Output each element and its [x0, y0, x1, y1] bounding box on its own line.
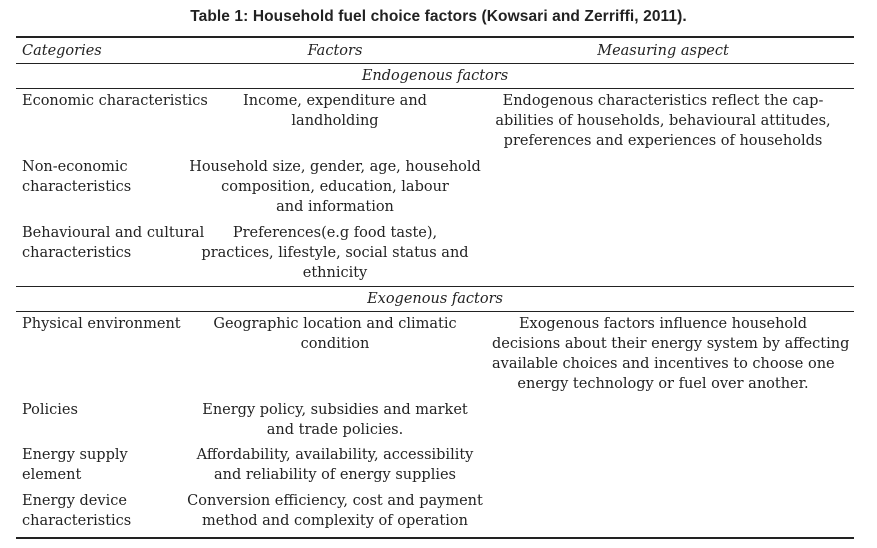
factor-line: method and complexity of operation — [202, 513, 468, 529]
category-line: Physical environment — [22, 316, 181, 332]
factor-line: practices, lifestyle, social status and — [201, 245, 469, 261]
table-caption: Table 1: Household fuel choice factors (Kowsari and Zerriffi, 2011). — [190, 8, 687, 25]
category-line: characteristics — [22, 245, 132, 261]
category-line: Policies — [22, 402, 78, 418]
factor-physical-environment — [185, 314, 485, 354]
header-factors: Factors — [307, 43, 363, 59]
factor-line: Geographic location and climatic — [213, 316, 457, 332]
measuring-line: Endogenous characteristics reflect the cap- — [502, 93, 824, 109]
measuring-line: available choices and incentives to choose one — [492, 356, 835, 372]
factor-line: Income, expenditure and — [243, 93, 427, 109]
category-line: element — [22, 467, 82, 483]
category-line: characteristics — [22, 179, 132, 195]
factor-line: and information — [276, 199, 394, 215]
header-categories: Categories — [22, 43, 102, 59]
factor-line: Energy policy, subsidies and market — [202, 402, 468, 418]
measuring-line: abilities of households, behavioural attitudes, — [495, 113, 831, 129]
category-physical-environment — [22, 314, 181, 334]
category-line: Energy supply — [22, 447, 128, 463]
factor-policies — [185, 400, 485, 440]
category-economic — [22, 91, 208, 111]
factor-line: Household size, gender, age, household — [189, 159, 481, 175]
factor-line: landholding — [291, 113, 379, 129]
endogenous-rule — [16, 88, 854, 89]
category-energy-device — [22, 491, 131, 531]
factor-line: and reliability of energy supplies — [214, 467, 456, 483]
category-line: Economic characteristics — [22, 93, 208, 109]
category-line: Behavioural and cultural — [22, 225, 205, 241]
measuring-line: decisions about their energy system by affecting — [492, 336, 850, 352]
factor-line: composition, education, labour — [221, 179, 449, 195]
category-line: Non-economic — [22, 159, 128, 175]
measuring-line: Exogenous factors influence household — [518, 316, 808, 332]
factor-line: Conversion efficiency, cost and payment — [187, 493, 483, 509]
factor-line: ethnicity — [302, 265, 368, 281]
factor-line: condition — [300, 336, 370, 352]
factor-behavioural — [185, 223, 485, 283]
factor-non-economic — [185, 157, 485, 217]
section-title-exogenous: Exogenous factors — [367, 291, 503, 307]
factor-economic — [185, 91, 485, 131]
category-line: characteristics — [22, 513, 132, 529]
factor-line: Preferences(e.g food taste), — [232, 225, 438, 241]
bottom-rule — [16, 537, 854, 539]
category-energy-supply — [22, 445, 128, 485]
category-behavioural — [22, 223, 204, 263]
top-rule — [16, 36, 854, 38]
header-measuring-aspect: Measuring aspect — [597, 43, 729, 59]
category-policies — [22, 400, 78, 420]
factor-line: Affordability, availability, accessibility — [196, 447, 474, 463]
header-rule — [16, 63, 854, 64]
category-line: Energy device — [22, 493, 127, 509]
measuring-line: energy technology or fuel over another. — [517, 376, 809, 392]
section-divider-rule — [16, 286, 854, 287]
measuring-endogenous — [492, 91, 834, 151]
factor-line: and trade policies. — [266, 422, 404, 438]
measuring-exogenous — [492, 314, 850, 394]
factor-energy-device — [185, 491, 485, 531]
factor-energy-supply — [185, 445, 485, 485]
section-title-endogenous: Endogenous factors — [361, 68, 509, 84]
category-non-economic — [22, 157, 131, 197]
exogenous-rule — [16, 311, 854, 312]
measuring-line: preferences and experiences of households — [503, 133, 823, 149]
